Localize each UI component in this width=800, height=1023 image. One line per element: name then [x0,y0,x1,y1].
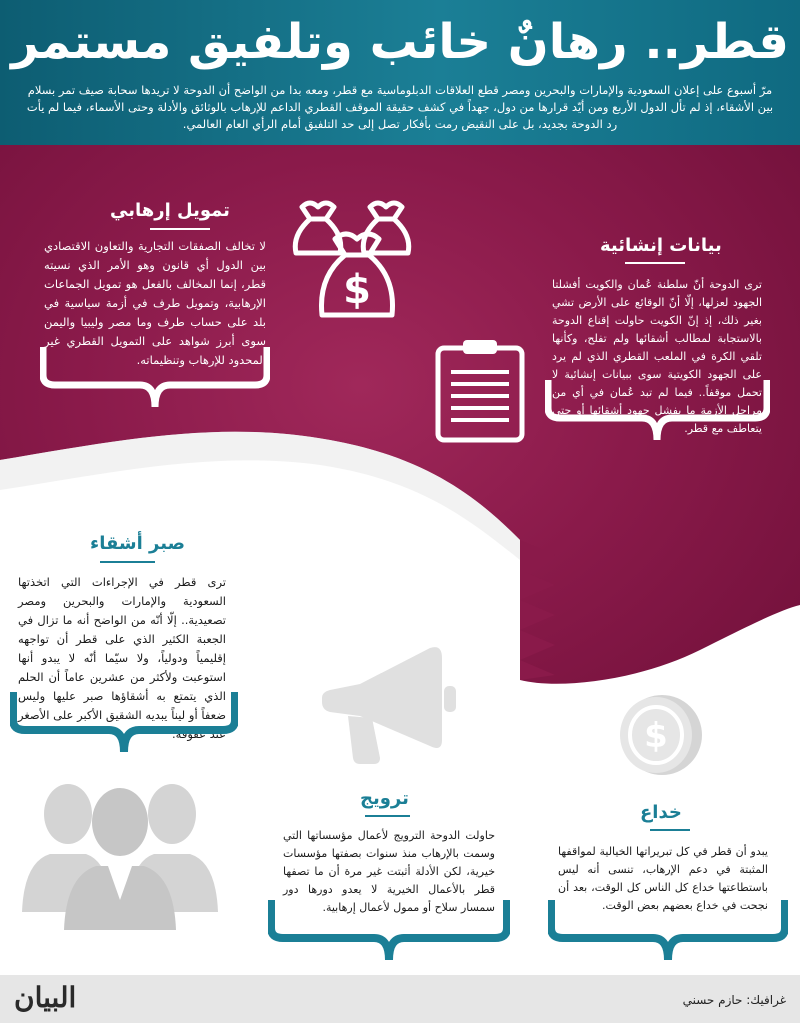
dollar-coin-icon [612,690,707,780]
promotion-brace [268,898,510,963]
promotion-title: ترويج [360,788,409,809]
megaphone-icon [320,640,460,765]
people-group-icon [20,772,220,932]
money-bags-icon [290,195,430,330]
patience-brace [10,690,238,755]
patience-title: صبر أشقاء [90,533,185,554]
graphic-credit: غرافيك: حازم حسني [682,993,786,1007]
statements-text: ترى الدوحة أنّ سلطنة عُمان والكويت أفشلتا الجهود لعزلها، إلّا أنّ الوقائع على الأرض تشي بغير ذلك، إذ إنّ الكويت حاولت إقناع الدوحة بالاستجابة لمطالب أشقائها ولم تفلح، وكأنها تلقي الكرة في الملعب القطري الذي لم يرد على الجهود الكويتية سوى ببيانات إنشائية لا تحمل موقفاً.. فيما لم تبد عُمان في أي من مراحل الأزمة ما يفشل جهود أشقائها أو حتى يتعاطف مع قطر. [552,278,762,435]
terror-funding-title: تمويل إرهابي [110,200,230,221]
promotion-text: حاولت الدوحة الترويج لأعمال مؤسساتها التي وسمت بالإرهاب منذ سنوات بصفتها مؤسسات خيرية، لكن الأدلة أثبتت غير مرة أن ما تصفها قطر بالأعمال الخيرية لا يعدو دورها دور سمسار سلاح أو ممول لأعمال إرهابية. [283,829,495,914]
albayan-logo: البيان [14,981,77,1014]
clipboard-icon [435,338,525,443]
terror-funding-underline [150,228,210,230]
page-title: قطر.. رهانٌ خائب وتلفيق مستمر [11,14,789,70]
svg-text:$: $ [644,716,668,756]
deception-brace [548,898,788,963]
deception-text: يبدو أن قطر في كل تبريراتها الخيالية لمواقفها المثبتة في دعم الإرهاب، تنسى أنه ليس باستطاعتها خداع كل الناس كل الوقت، بعد أن نجحت في خداع بعضهم بعض الوقت. [558,845,768,912]
statements-title: بيانات إنشائية [600,235,722,256]
patience-text: ترى قطر في الإجراءات التي اتخذتها السعودية والإمارات والبحرين ومصر تصعيدية.. إلّا أنّه من الواضح أنه ما تزال في الجعبة الكثير الذي على قطر أن تواجهه إقليمياً ودولياً، ولا سيّما أنّه لا يبدو أنها استوعبت ولأكثر من عشرين عاماً أن الحلم الذي يتمتع به أشقاؤها صبر عليها وليس ضعفاً أو ليناً يبديه الشقيق الأكبر على الأصغر عند عقوقه. [18,575,226,741]
terror-funding-brace [40,345,270,410]
deception-underline [650,829,690,831]
statements-underline [625,262,685,264]
footer-bar [0,975,800,1023]
intro-paragraph: مرّ أسبوع على إعلان السعودية والإمارات والبحرين ومصر قطع العلاقات الدبلوماسية مع قطر، ومعه بدا من الواضح أن الدوحة لا تريدها سحابة صيف تمر بسلام بين الأشقاء، إذ لم تأل الدول الأربع ومن أيّد قرارها من دول، جهداً في كشف حقيقة الموقف القطري الداعم للإرهاب بالوثائق والأدلة وحتى الأسماء، فيما لم يأت رد الدوحة بجديد، بل على النقيض رمت بأفكار تصل إلى حد التلفيق أمام الرأي العام العالمي. [26,83,774,131]
svg-text:$: $ [343,267,371,313]
terror-funding-text: لا تخالف الصفقات التجارية والتعاون الاقتصادي بين الدول أي قانون وهو الأمر الذي نسيته قطر، إنما المخالف بالفعل هو تمويل الجماعات الإرهابية، وتمويل طرف في أزمة سياسية في بلد على حساب طرف وما مصر وليبيا واليمن سوى أبرز شواهد على التمويل القطري غير المحدود للإرهاب وتنظيماته. [44,239,266,367]
statements-brace [545,378,770,443]
promotion-underline [365,815,410,817]
deception-title: خداع [640,802,682,823]
patience-underline [100,561,155,563]
